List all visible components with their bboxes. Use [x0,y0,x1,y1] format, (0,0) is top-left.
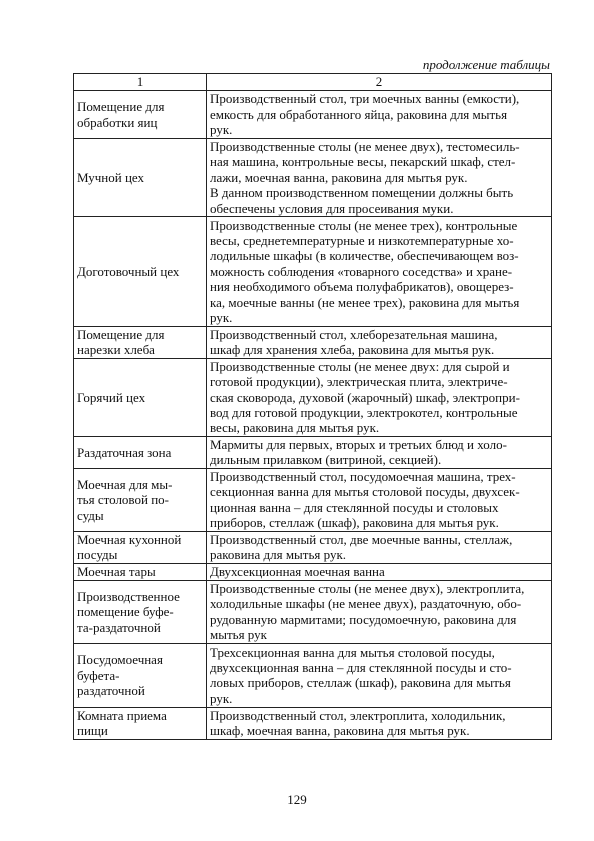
equipment-line: Трехсекционная ванна для мытья столовой посуды, [210,644,495,660]
room-name-cell [74,468,207,531]
room-name-line: обработки яиц [77,114,158,130]
room-name-cell [74,707,207,739]
equipment-cell [207,531,552,563]
room-name-line: Доготовочный цех [77,263,180,279]
equipment-line: рук. [210,122,233,138]
room-name-line: суды [77,507,104,523]
column-number-2: 2 [207,74,552,91]
room-name-line: Помещение для [77,327,165,343]
equipment-cell [207,217,552,327]
equipment-line: весы, раковина для мытья рук. [210,420,380,436]
equipment-cell [207,327,552,359]
equipment-cell [207,358,552,436]
equipment-line: Производственные столы (не менее двух), тестомесиль- [210,139,520,154]
equipment-line: Производственные столы (не менее трех), контрольные [210,217,518,233]
equipment-line: ния необходимого объема полуфабрикатов), овощерез- [210,279,514,295]
table-row [74,358,552,436]
equipment-cell [207,643,552,707]
equipment-line: ка, моечные ванны (не менее трех), раковина для мытья [210,294,520,310]
equipment-line: шкаф для хранения хлеба, раковина для мытья рук. [210,342,495,358]
equipment-line: Двухсекционная моечная ванна [210,564,385,580]
equipment-line: Производственный стол, хлеборезательная машина, [210,327,498,343]
equipment-line: лодильные шкафы (в количестве, обеспечивающем воз- [210,248,519,264]
equipment-cell [207,139,552,217]
equipment-line: Производственный стол, две моечные ванны, стеллаж, [210,531,513,547]
room-name-cell [74,358,207,436]
table-row [74,531,552,563]
room-name-line: Моечная для мы- [77,476,173,492]
table-header-row [74,74,552,91]
table-row [74,468,552,531]
equipment-line: ская сковорода, духовой (жарочный) шкаф, электропри- [210,389,520,405]
room-name-line: Моечная тары [77,564,156,580]
equipment-line: ная машина, контрольные весы, пекарский шкаф, стел- [210,154,516,170]
room-name-cell [74,436,207,468]
equipment-table [73,73,552,740]
equipment-cell [207,580,552,643]
equipment-line: рук. [210,690,233,706]
equipment-line: дильным прилавком (витриной, секцией). [210,452,442,468]
equipment-line: Производственный стол, посудомоечная машина, трех- [210,469,516,485]
equipment-line: секционная ванна для мытья столовой посуды, двухсек- [210,484,520,500]
equipment-line: Производственные столы (не менее двух: для сырой и [210,358,510,374]
equipment-line: раковина для мытья рук. [210,547,347,563]
table-body [74,91,552,740]
room-name-line: нарезки хлеба [77,342,155,358]
equipment-cell [207,707,552,739]
equipment-line: Производственные столы (не менее двух), электроплита, [210,581,525,597]
room-name-line: Помещение для [77,99,165,115]
table-row [74,580,552,643]
room-name-cell [74,139,207,217]
room-name-line: помещение буфе- [77,604,174,620]
table-row [74,563,552,580]
equipment-line: рук. [210,310,233,326]
equipment-line: рудованную мармитами; посудомоечную, раковина для [210,611,517,627]
room-name-line: пищи [77,723,108,739]
room-name-line: та-раздаточной [77,619,161,635]
table-row [74,91,552,139]
equipment-cell [207,91,552,139]
room-name-line: Комната приема [77,707,167,723]
equipment-line: В данном производственном помещении должны быть [210,185,514,201]
equipment-line: приборов, стеллаж (шкаф), раковина для мытья рук. [210,515,499,531]
column-number-1: 1 [74,74,207,91]
room-name-line: раздаточной [77,683,145,699]
room-name-cell [74,563,207,580]
table-continuation-label: продолжение таблицы [422,57,550,72]
room-name-cell [74,531,207,563]
room-name-cell [74,643,207,707]
equipment-line: вод для готовой продукции, электрокотел, контрольные [210,405,518,421]
room-name-cell [74,327,207,359]
table-row [74,139,552,217]
equipment-line: готовой продукции), электрическая плита, электриче- [210,374,508,390]
room-name-line: Горячий цех [77,389,146,405]
equipment-line: Производственный стол, электроплита, холодильник, [210,707,506,723]
equipment-line: обеспечены условия для просеивания муки. [210,200,454,216]
table-row [74,327,552,359]
equipment-line: Производственный стол, три моечных ванны (емкости), [210,91,520,107]
table-row [74,436,552,468]
table-row [74,707,552,739]
equipment-cell [207,468,552,531]
equipment-line: можность соблюдения «товарного соседства» и хране- [210,263,513,279]
equipment-line: мытья рук [210,627,267,643]
room-name-line: Раздаточная зона [77,444,172,460]
room-name-line: посуды [77,547,118,563]
equipment-line: Мармиты для первых, вторых и третьих блюд и холо- [210,436,507,452]
room-name-line: Производственное [77,588,180,604]
equipment-line: ционная ванна – для стеклянной посуды и столовых [210,499,499,515]
table-row [74,217,552,327]
equipment-line: весы, среднетемпературные и низкотемпературные хо- [210,233,514,249]
equipment-line: холодильные шкафы (не менее двух), раздаточную, обо- [210,596,522,612]
room-name-line: буфета- [77,667,120,683]
equipment-line: ловых приборов, стеллаж (шкаф), раковина для мытья [210,675,511,691]
equipment-line: емкость для обработанного яйца, раковина для мытья [210,106,508,122]
room-name-cell [74,580,207,643]
room-name-line: тья столовой по- [77,492,169,508]
room-name-cell [74,217,207,327]
room-name-line: Мучной цех [77,169,144,185]
room-name-cell [74,91,207,139]
room-name-line: Посудомоечная [77,652,163,668]
room-name-line: Моечная кухонной [77,531,182,547]
equipment-line: лажи, моечная ванна, раковина для мытья рук. [210,169,468,185]
equipment-cell [207,563,552,580]
page-number: 129 [287,792,307,807]
equipment-cell [207,436,552,468]
table-row [74,643,552,707]
equipment-line: шкаф, моечная ванна, раковина для мытья рук. [210,723,470,739]
equipment-line: двухсекционная ванна – для стеклянной посуды и сто- [210,659,512,675]
